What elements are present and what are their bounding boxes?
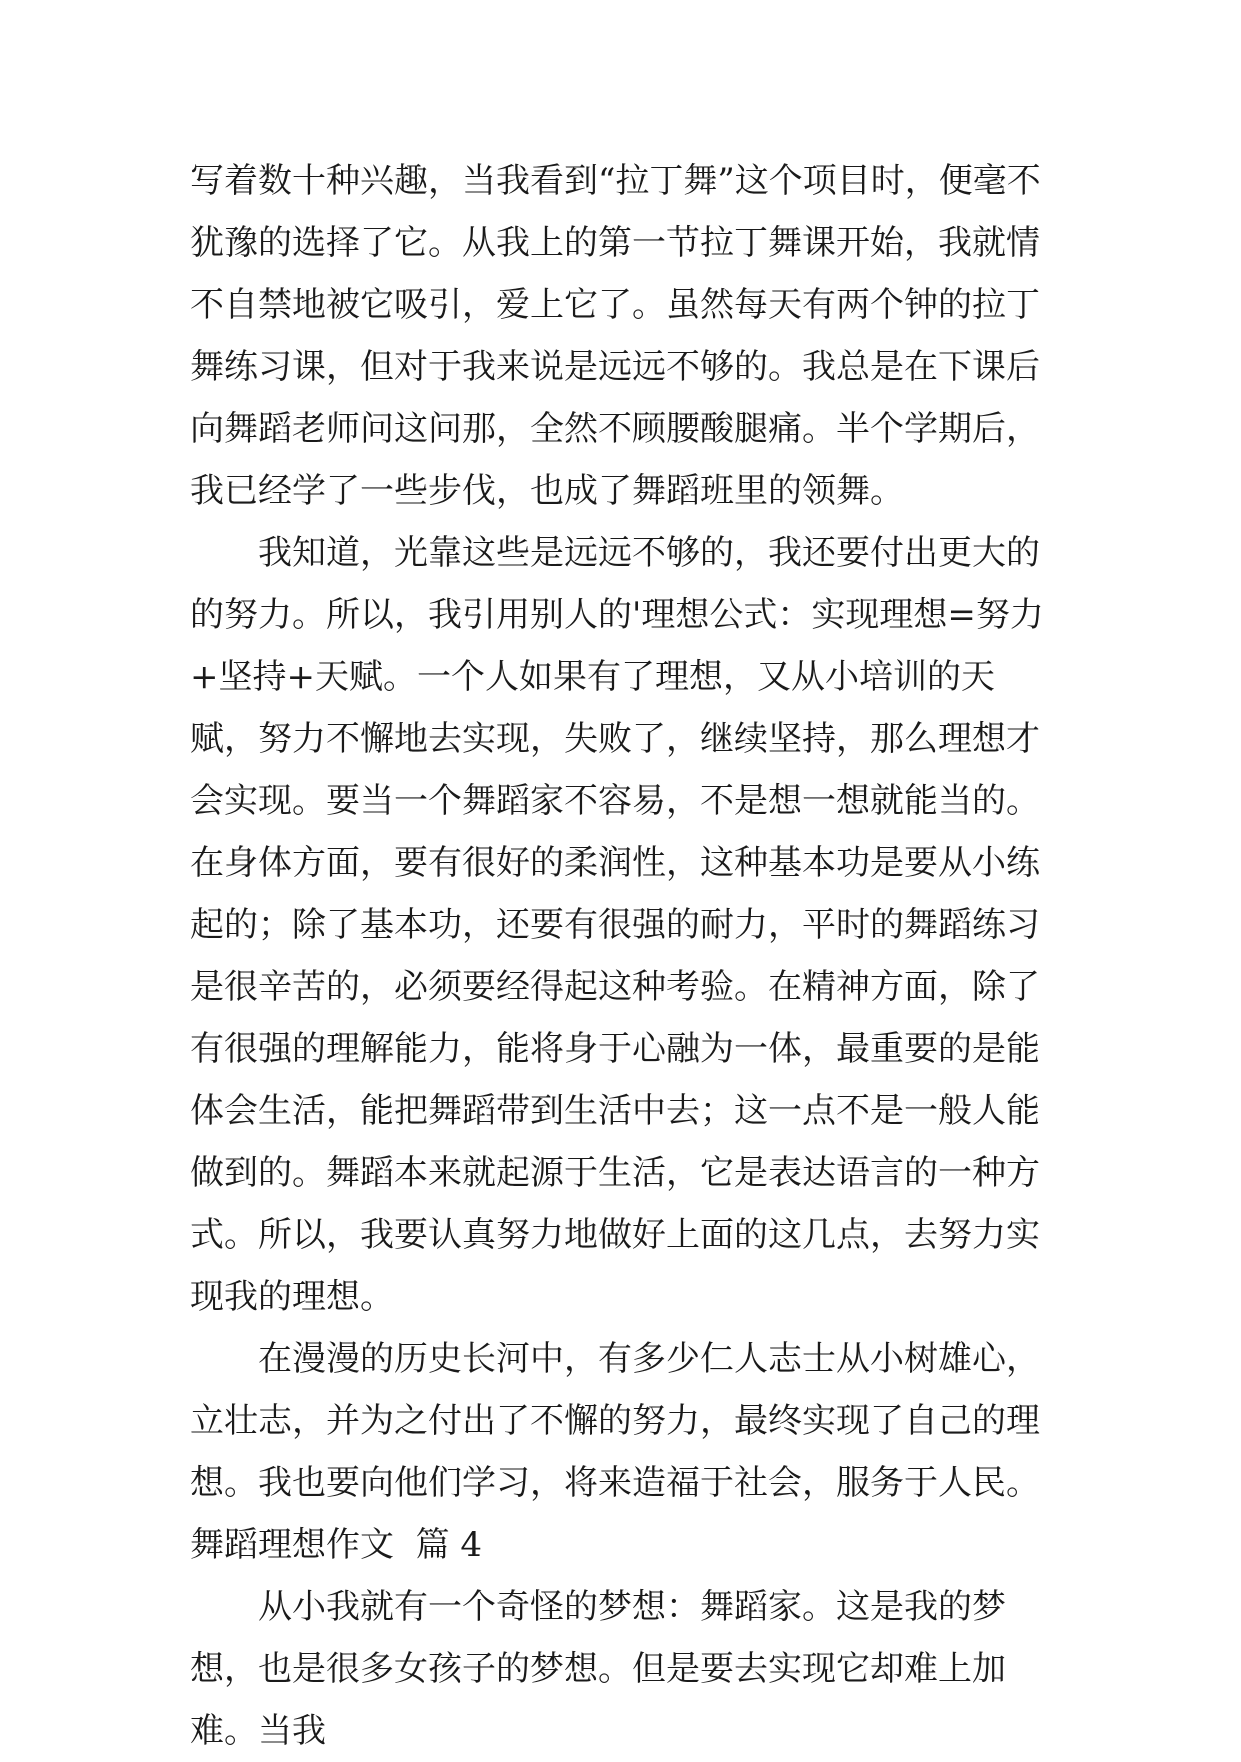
section-heading: 舞蹈理想作文 篇 4 — [190, 1525, 483, 1565]
paragraph-1: 写着数十种兴趣，当我看到“拉丁舞”这个项目时，便毫不犹豫的选择了它。从我上的第一节拉丁舞课开始，我就情不自禁地被它吸引，爱上它了。虽然每天有两个钟的拉丁舞练习课，但对于我来说是远远不够的。我总是在下课后向舞蹈老师问这问那，全然不顾腰酸腿痛。半个学期后，我已经学了一些步伐，也成了舞蹈班里的领舞。 — [190, 161, 1041, 511]
paragraph-4: 从小我就有一个奇怪的梦想：舞蹈家。这是我的梦想，也是很多女孩子的梦想。但是要去实现它却难上加难。当我 — [190, 1587, 1006, 1751]
document-page — [190, 150, 1060, 1762]
paragraph-3: 在漫漫的历史长河中，有多少仁人志士从小树雄心，立壮志，并为之付出了不懈的努力，最终实现了自己的理想。我也要向他们学习，将来造福于社会，服务于人民。 — [190, 1339, 1040, 1503]
paragraph-2: 我知道，光靠这些是远远不够的，我还要付出更大的的努力。所以，我引用别人的'理想公式：实现理想=努力+坚持+天赋。一个人如果有了理想，又从小培训的天赋，努力不懈地去实现，失败了，继续坚持，那么理想才会实现。要当一个舞蹈家不容易，不是想一想就能当的。在身体方面，要有很好的柔润性，这种基本功是要从小练起的；除了基本功，还要有很强的耐力，平时的舞蹈练习是很辛苦的，必须要经得起这种考验。在精神方面，除了有很强的理解能力，能将身于心融为一体，最重要的是能体会生活，能把舞蹈带到生活中去；这一点不是一般人能做到的。舞蹈本来就起源于生活，它是表达语言的一种方式。所以，我要认真努力地做好上面的这几点，去努力实现我的理想。 — [190, 533, 1044, 1317]
